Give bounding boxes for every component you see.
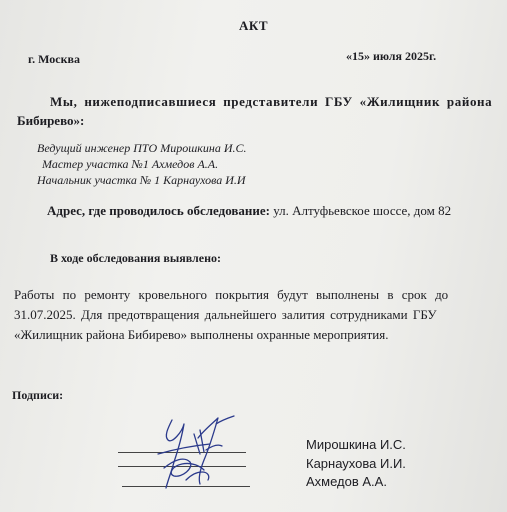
signatory-2: Ахмедов А.А. (306, 474, 387, 489)
signatory-0: Мирошкина И.С. (306, 437, 406, 452)
member-1: Мастер участка №1 Ахмедов А.А. (42, 157, 219, 171)
document-date: «15» июля 2025г. (346, 49, 437, 63)
member-0: Ведущий инженер ПТО Мирошкина И.С. (37, 141, 247, 155)
body-line-0: Работы по ремонту кровельного покрытия будут выполнены в срок до (14, 287, 449, 302)
body-line-2: «Жилищник района Бибирево» выполнены охранные мероприятия. (14, 327, 389, 342)
findings-label: В ходе обследования выявлено: (50, 251, 222, 265)
address-label: Адрес, где проводилось обследование: (47, 203, 270, 218)
body-line-1: 31.07.2025. Для предотвращения дальнейшего залития сотрудниками ГБУ (14, 307, 437, 322)
document-title: АКТ (239, 18, 268, 33)
signatures-label: Подписи: (12, 388, 64, 402)
intro-line-2: Бибирево»: (17, 113, 85, 128)
signatory-1: Карнаухова И.И. (306, 456, 406, 471)
member-2: Начальник участка № 1 Карнаухова И.И (37, 173, 246, 187)
intro-line-1: Мы, нижеподписавшиеся представители ГБУ «Жилищник района (50, 94, 493, 109)
city: г. Москва (28, 52, 80, 66)
handwritten-signature-icon (138, 410, 248, 494)
address-value: ул. Алтуфьевское шоссе, дом 82 (273, 203, 452, 218)
address-line (47, 203, 451, 219)
